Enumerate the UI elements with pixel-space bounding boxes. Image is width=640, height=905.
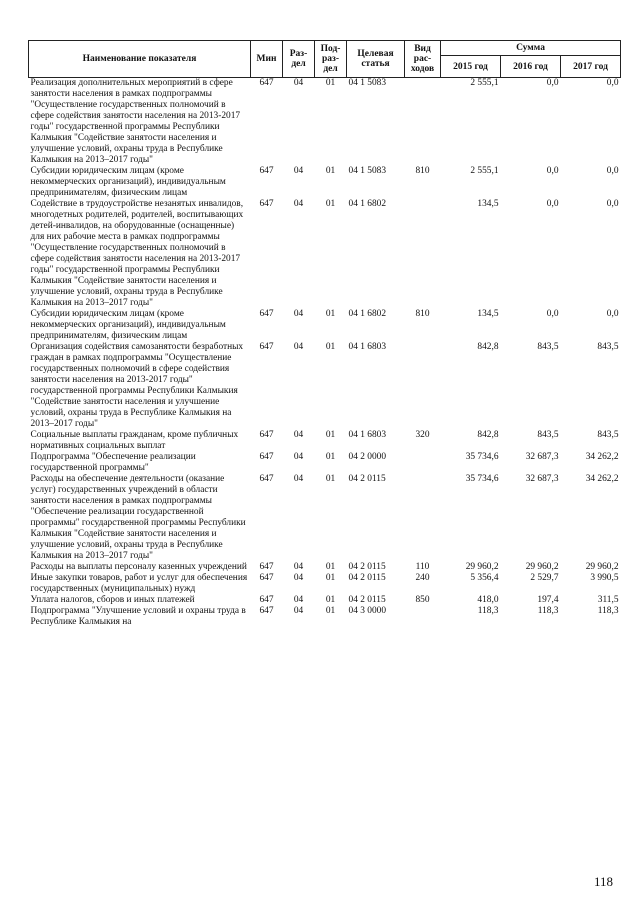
col-header-article: Целевая статья bbox=[347, 41, 405, 78]
cell-podrazdel: 01 bbox=[325, 452, 336, 462]
cell-article: 04 2 0115 bbox=[348, 562, 386, 572]
table-row bbox=[29, 562, 621, 573]
cell-min: 647 bbox=[259, 562, 274, 572]
cell-2015: 29 960,2 bbox=[465, 562, 499, 572]
cell-razdel: 04 bbox=[293, 606, 304, 616]
table-row bbox=[29, 166, 621, 199]
cell-podrazdel: 01 bbox=[325, 430, 336, 440]
cell-2015: 2 555,1 bbox=[470, 166, 499, 176]
cell-name: Расходы на выплаты персоналу казенных учреждений bbox=[30, 562, 247, 572]
cell-min: 647 bbox=[259, 573, 274, 583]
cell-2017: 843,5 bbox=[597, 342, 619, 352]
cell-2016: 32 687,3 bbox=[525, 452, 559, 462]
table-row bbox=[29, 474, 621, 562]
cell-min: 647 bbox=[259, 595, 274, 605]
cell-2015: 118,3 bbox=[477, 606, 499, 616]
cell-vid bbox=[405, 78, 441, 167]
cell-2015: 35 734,6 bbox=[465, 474, 499, 484]
table-row bbox=[29, 78, 621, 167]
cell-article: 04 2 0115 bbox=[348, 474, 386, 484]
cell-2017: 118,3 bbox=[597, 606, 619, 616]
table-row bbox=[29, 430, 621, 452]
cell-min: 647 bbox=[259, 309, 274, 319]
cell-2016: 2 529,7 bbox=[530, 573, 559, 583]
cell-2015: 35 734,6 bbox=[465, 452, 499, 462]
cell-razdel: 04 bbox=[293, 573, 304, 583]
cell-name: Содействие в трудоустройстве незанятых инвалидов, многодетных родителей, родителей, воспитывающих детей-инвалидов, на оборудованные (оснащенные) для них рабочие места в рамках подпрограммы "Осуществление государственных полномочий в сфере содействия занятости населения на 2013-2017 годы" государственной программы Республики Калмыкия "Содействие занятости населения и улучшение условий, охраны труда в Республике Калмыкия на 2013–2017 годы" bbox=[30, 199, 244, 308]
cell-min: 647 bbox=[259, 342, 274, 352]
cell-2015: 842,8 bbox=[477, 342, 499, 352]
cell-podrazdel: 01 bbox=[325, 199, 336, 209]
cell-article: 04 3 0000 bbox=[348, 606, 386, 616]
cell-min: 647 bbox=[259, 166, 274, 176]
cell-article: 04 2 0000 bbox=[348, 452, 386, 462]
cell-2017: 0,0 bbox=[606, 78, 619, 88]
budget-table bbox=[28, 40, 621, 628]
cell-razdel: 04 bbox=[293, 309, 304, 319]
cell-podrazdel: 01 bbox=[325, 562, 336, 572]
cell-2017: 0,0 bbox=[606, 309, 619, 319]
cell-article: 04 1 6803 bbox=[348, 430, 386, 440]
cell-2015: 134,5 bbox=[477, 199, 499, 209]
cell-article: 04 1 5083 bbox=[348, 78, 386, 88]
cell-min: 647 bbox=[259, 430, 274, 440]
cell-podrazdel: 01 bbox=[325, 573, 336, 583]
cell-2016: 118,3 bbox=[537, 606, 559, 616]
cell-name: Иные закупки товаров, работ и услуг для обеспечения государственных (муниципальных) нужд bbox=[30, 573, 248, 594]
cell-vid bbox=[405, 606, 441, 628]
cell-min: 647 bbox=[259, 606, 274, 616]
cell-razdel: 04 bbox=[293, 342, 304, 352]
cell-vid: 850 bbox=[415, 595, 430, 605]
document-page bbox=[28, 40, 620, 628]
cell-name: Субсидии юридическим лицам (кроме некоммерческих организаций), индивидуальным предпринимателям, физическим лицам bbox=[30, 309, 226, 341]
cell-2015: 5 356,4 bbox=[470, 573, 499, 583]
col-header-podrazdel: Под- раз- дел bbox=[315, 41, 347, 78]
cell-2016: 29 960,2 bbox=[525, 562, 559, 572]
cell-min: 647 bbox=[259, 474, 274, 484]
cell-2017: 3 990,5 bbox=[590, 573, 619, 583]
cell-2016: 843,5 bbox=[537, 430, 559, 440]
cell-name: Социальные выплаты гражданам, кроме публичных нормативных социальных выплат bbox=[30, 430, 239, 451]
cell-name: Субсидии юридическим лицам (кроме некоммерческих организаций), индивидуальным предпринимателям, физическим лицам bbox=[30, 166, 226, 198]
cell-2016: 32 687,3 bbox=[525, 474, 559, 484]
table-row bbox=[29, 452, 621, 474]
cell-name: Подпрограмма "Улучшение условий и охраны труда в Республике Калмыкия на bbox=[30, 606, 246, 627]
col-header-razdel: Раз- дел bbox=[283, 41, 315, 78]
col-header-2015: 2015 год bbox=[441, 56, 501, 78]
cell-2016: 0,0 bbox=[546, 309, 559, 319]
col-header-min: Мин bbox=[251, 41, 283, 78]
cell-name: Подпрограмма "Обеспечение реализации государственной программы" bbox=[30, 452, 196, 473]
table-row bbox=[29, 199, 621, 309]
cell-podrazdel: 01 bbox=[325, 166, 336, 176]
cell-2017: 843,5 bbox=[597, 430, 619, 440]
cell-razdel: 04 bbox=[293, 474, 304, 484]
cell-2016: 0,0 bbox=[546, 199, 559, 209]
cell-2015: 2 555,1 bbox=[470, 78, 499, 88]
cell-article: 04 2 0115 bbox=[348, 595, 386, 605]
table-row bbox=[29, 595, 621, 606]
cell-podrazdel: 01 bbox=[325, 606, 336, 616]
cell-name: Реализация дополнительных мероприятий в сфере занятости населения в рамках подпрограммы "Осуществление государственных полномочий в сфере содействия занятости населения на 2013-2017 годы" государственной программы Республики Калмыкия "Содействие занятости населения и улучшение условий, охраны труда в Республике Калмыкия на 2013–2017 годы" bbox=[30, 78, 241, 165]
cell-name: Организация содействия самозанятости безработных граждан в рамках подпрограммы "Осуществление государственных полномочий в сфере содействия занятости населения на 2013-2017 годы" государственной программы Республики Калмыкия "Содействие занятости населения и улучшение условий, охраны труда в Республике Калмыкия на 2013–2017 годы" bbox=[30, 342, 244, 429]
cell-2017: 311,5 bbox=[597, 595, 619, 605]
cell-article: 04 1 6802 bbox=[348, 309, 386, 319]
cell-razdel: 04 bbox=[293, 166, 304, 176]
cell-vid: 810 bbox=[415, 309, 430, 319]
cell-2016: 843,5 bbox=[537, 342, 559, 352]
cell-vid: 810 bbox=[415, 166, 430, 176]
cell-vid: 110 bbox=[415, 562, 430, 572]
cell-vid: 320 bbox=[415, 430, 430, 440]
cell-name: Расходы на обеспечение деятельности (оказание услуг) государственных учреждений в области занятости населения в рамках подпрограммы "Обеспечение реализации государственной программы" государственной программы Республики Калмыкия "Содействие занятости населения и улучшение условий, охраны труда в Республике Калмыкия на 2013–2017 годы" bbox=[30, 474, 246, 561]
cell-2017: 0,0 bbox=[606, 199, 619, 209]
cell-min: 647 bbox=[259, 199, 274, 209]
cell-2015: 134,5 bbox=[477, 309, 499, 319]
cell-razdel: 04 bbox=[293, 595, 304, 605]
cell-razdel: 04 bbox=[293, 199, 304, 209]
table-row bbox=[29, 342, 621, 430]
table-row bbox=[29, 309, 621, 342]
cell-article: 04 1 5083 bbox=[348, 166, 386, 176]
cell-2016: 0,0 bbox=[546, 166, 559, 176]
col-header-2016: 2016 год bbox=[501, 56, 561, 78]
cell-podrazdel: 01 bbox=[325, 342, 336, 352]
col-header-vid: Вид рас- ходов bbox=[405, 41, 441, 78]
cell-vid bbox=[405, 199, 441, 309]
cell-vid: 240 bbox=[415, 573, 430, 583]
table-row bbox=[29, 606, 621, 628]
cell-podrazdel: 01 bbox=[325, 595, 336, 605]
cell-2016: 0,0 bbox=[546, 78, 559, 88]
page-number: 118 bbox=[594, 874, 614, 889]
cell-2016: 197,4 bbox=[537, 595, 559, 605]
cell-2017: 34 262,2 bbox=[585, 452, 619, 462]
table-body bbox=[29, 78, 621, 629]
table-row bbox=[29, 573, 621, 595]
cell-2015: 842,8 bbox=[477, 430, 499, 440]
cell-name: Уплата налогов, сборов и иных платежей bbox=[30, 595, 195, 605]
cell-vid bbox=[405, 342, 441, 430]
table-header bbox=[29, 41, 621, 78]
cell-article: 04 1 6803 bbox=[348, 342, 386, 352]
cell-2017: 34 262,2 bbox=[585, 474, 619, 484]
cell-vid bbox=[405, 474, 441, 562]
cell-podrazdel: 01 bbox=[325, 309, 336, 319]
col-header-name: Наименование показателя bbox=[29, 41, 251, 78]
cell-min: 647 bbox=[259, 452, 274, 462]
cell-razdel: 04 bbox=[293, 78, 304, 88]
cell-podrazdel: 01 bbox=[325, 78, 336, 88]
cell-2017: 29 960,2 bbox=[585, 562, 619, 572]
cell-razdel: 04 bbox=[293, 562, 304, 572]
col-header-summa: Сумма bbox=[441, 41, 621, 56]
cell-razdel: 04 bbox=[293, 452, 304, 462]
cell-2017: 0,0 bbox=[606, 166, 619, 176]
cell-article: 04 2 0115 bbox=[348, 573, 386, 583]
cell-vid bbox=[405, 452, 441, 474]
cell-min: 647 bbox=[259, 78, 274, 88]
cell-razdel: 04 bbox=[293, 430, 304, 440]
col-header-2017: 2017 год bbox=[561, 56, 621, 78]
cell-podrazdel: 01 bbox=[325, 474, 336, 484]
cell-article: 04 1 6802 bbox=[348, 199, 386, 209]
cell-2015: 418,0 bbox=[477, 595, 499, 605]
